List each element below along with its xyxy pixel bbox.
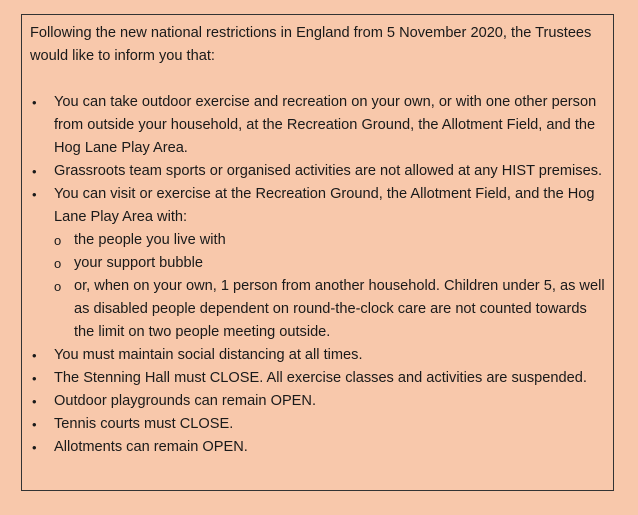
- list-item: [30, 91, 605, 160]
- bullet-icon: •: [32, 417, 37, 432]
- list-item: [30, 344, 605, 367]
- sub-list-item: [54, 275, 605, 344]
- sub-list-item-text: the people you live with: [74, 232, 226, 248]
- list-item-text: The Stenning Hall must CLOSE. All exercise classes and activities are suspended.: [54, 370, 587, 386]
- list-item: [30, 436, 605, 459]
- sub-list: [54, 229, 605, 344]
- circle-bullet-icon: o: [54, 256, 62, 271]
- bullet-icon: •: [32, 440, 37, 455]
- circle-bullet-icon: o: [54, 279, 62, 294]
- bullet-icon: •: [32, 371, 37, 386]
- bullet-icon: •: [32, 187, 37, 202]
- list-item: [30, 367, 605, 390]
- list-item: [30, 183, 605, 344]
- list-item-text: Tennis courts must CLOSE.: [54, 416, 234, 432]
- list-item: [30, 413, 605, 436]
- list-item-text: You can visit or exercise at the Recreation Ground, the Allotment Field, and the Hog Lane Play Area with:: [54, 186, 595, 225]
- sub-list-item: [54, 229, 605, 252]
- bullet-icon: •: [32, 95, 37, 110]
- circle-bullet-icon: o: [54, 233, 62, 248]
- list-item: [30, 390, 605, 413]
- list-item-text: You must maintain social distancing at all times.: [54, 347, 363, 363]
- sub-list-item-text: or, when on your own, 1 person from another household. Children under 5, as well as disabled people dependent on round-the-clock care are not counted towards the limit on two people meeting outside.: [74, 278, 605, 340]
- sub-list-item-text: your support bubble: [74, 255, 203, 271]
- list-item-text: You can take outdoor exercise and recreation on your own, or with one other person from outside your household, at the Recreation Ground, the Allotment Field, and the Hog Lane Play Area.: [54, 94, 597, 156]
- bullet-icon: •: [32, 348, 37, 363]
- list-item-text: Outdoor playgrounds can remain OPEN.: [54, 393, 317, 409]
- bullet-icon: •: [32, 164, 37, 179]
- spacer: [30, 68, 605, 91]
- list-item-text: Allotments can remain OPEN.: [54, 439, 248, 455]
- sub-list-item: [54, 252, 605, 275]
- restrictions-list: [30, 91, 605, 459]
- notice-intro: Following the new national restrictions in England from 5 November 2020, the Trustees would like to inform you that:: [30, 25, 592, 64]
- bullet-icon: •: [32, 394, 37, 409]
- notice-box: [21, 14, 614, 491]
- list-item-text: Grassroots team sports or organised activities are not allowed at any HIST premises.: [54, 163, 603, 179]
- list-item: [30, 160, 605, 183]
